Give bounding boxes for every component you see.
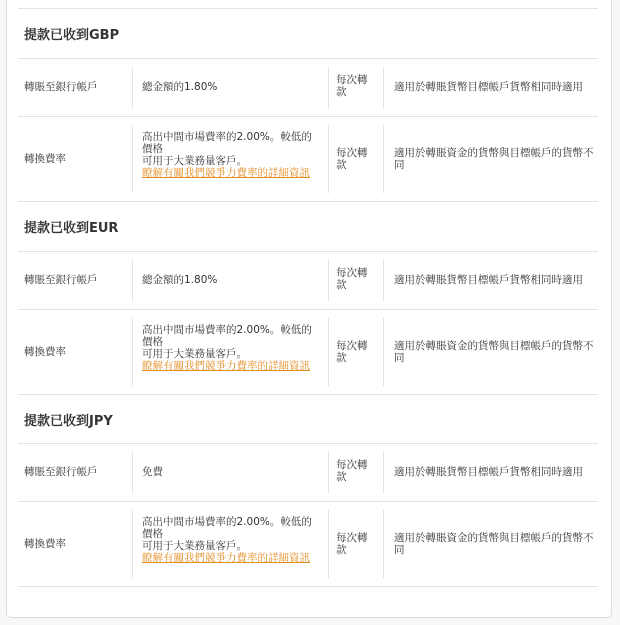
column-divider bbox=[383, 452, 384, 494]
fee-note: 適用於轉賬資金的貨幣與目標帳戶的貨幣不同 bbox=[394, 147, 594, 171]
table-row bbox=[18, 501, 598, 586]
fee-line: 高出中間市場費率的2.00%。較低的 bbox=[142, 131, 312, 143]
column-divider bbox=[132, 318, 133, 386]
fee-description bbox=[142, 324, 330, 372]
fee-line: 高出中間市場費率的2.00%。較低的 bbox=[142, 324, 312, 336]
fee-frequency: 每次轉款 bbox=[336, 459, 368, 483]
table-row bbox=[18, 443, 598, 500]
table-row bbox=[18, 116, 598, 201]
fee-line: 可用于大業務量客戶。 bbox=[142, 348, 247, 360]
fee-type-label: 轉賬至銀行帳戶 bbox=[24, 466, 98, 478]
fee-frequency: 每次轉款 bbox=[336, 74, 368, 98]
fee-frequency: 每次轉款 bbox=[336, 340, 368, 364]
column-divider bbox=[383, 510, 384, 578]
fee-frequency: 每次轉款 bbox=[336, 267, 368, 291]
column-divider bbox=[383, 125, 384, 193]
section-divider bbox=[18, 586, 598, 587]
fee-description bbox=[142, 131, 330, 179]
column-divider bbox=[383, 318, 384, 386]
rate-details-link[interactable]: 瞭解有關我們競爭力費率的詳細資訊 bbox=[142, 360, 310, 372]
fee-note: 適用於轉賬貨幣目標帳戶貨幣相同時適用 bbox=[394, 274, 583, 286]
fee-frequency: 每次轉款 bbox=[336, 147, 368, 171]
section-title-gbp: 提款已收到GBP bbox=[24, 28, 120, 43]
fee-line: 價格 bbox=[142, 336, 163, 348]
column-divider bbox=[132, 125, 133, 193]
fee-note: 適用於轉賬貨幣目標帳戶貨幣相同時適用 bbox=[394, 466, 583, 478]
column-divider bbox=[383, 67, 384, 109]
fee-type-label: 轉換費率 bbox=[24, 153, 66, 165]
table-row bbox=[18, 251, 598, 308]
section-divider bbox=[18, 394, 598, 395]
fee-line: 價格 bbox=[142, 143, 163, 155]
rate-details-link[interactable]: 瞭解有關我們競爭力費率的詳細資訊 bbox=[142, 167, 310, 179]
top-divider bbox=[18, 8, 598, 9]
fee-type-label: 轉換費率 bbox=[24, 346, 66, 358]
fee-type-label: 轉賬至銀行帳戶 bbox=[24, 274, 98, 286]
section-title-jpy: 提款已收到JPY bbox=[24, 414, 113, 429]
fee-amount: 免費 bbox=[142, 466, 163, 478]
column-divider bbox=[383, 260, 384, 302]
table-row bbox=[18, 58, 598, 115]
fee-line: 高出中間市場費率的2.00%。較低的 bbox=[142, 516, 312, 528]
rate-details-link[interactable]: 瞭解有關我們競爭力費率的詳細資訊 bbox=[142, 552, 310, 564]
section-title-eur: 提款已收到EUR bbox=[24, 221, 119, 236]
column-divider bbox=[132, 510, 133, 578]
column-divider bbox=[132, 67, 133, 109]
fee-type-label: 轉賬至銀行帳戶 bbox=[24, 81, 98, 93]
fee-note: 適用於轉賬資金的貨幣與目標帳戶的貨幣不同 bbox=[394, 532, 594, 556]
table-row bbox=[18, 309, 598, 394]
fee-note: 適用於轉賬資金的貨幣與目標帳戶的貨幣不同 bbox=[394, 340, 594, 364]
fee-type-label: 轉換費率 bbox=[24, 538, 66, 550]
column-divider bbox=[132, 260, 133, 302]
column-divider bbox=[132, 452, 133, 494]
section-divider bbox=[18, 201, 598, 202]
fee-amount: 總金額的1.80% bbox=[142, 81, 218, 93]
fee-amount: 總金額的1.80% bbox=[142, 274, 218, 286]
fee-description bbox=[142, 516, 330, 564]
fee-note: 適用於轉賬貨幣目標帳戶貨幣相同時適用 bbox=[394, 81, 583, 93]
fee-line: 可用于大業務量客戶。 bbox=[142, 155, 247, 167]
fee-line: 可用于大業務量客戶。 bbox=[142, 540, 247, 552]
fee-frequency: 每次轉款 bbox=[336, 532, 368, 556]
fee-line: 價格 bbox=[142, 528, 163, 540]
